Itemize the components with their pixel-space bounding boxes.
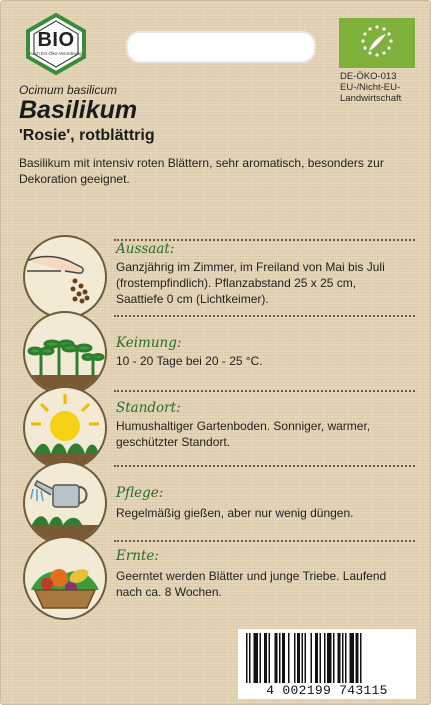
section-text: Ganzjährig im Zimmer, im Freiland von Mai bis Juli (frostempfindlich). Pflanzabstand 25 x 25 cm, Saattiefe 0 cm (Lichtkeimer). [116,260,385,306]
barcode-bar [311,633,313,683]
section-divider [114,390,415,392]
barcode-bar [249,633,251,683]
section-title: Ernte: [116,548,159,564]
section-title: Pflege: [116,485,164,501]
bio-seal-logo [25,13,87,75]
eu-organic-code [340,71,401,104]
section-divider [114,315,415,317]
section-aussaat [15,235,415,319]
barcode-bar [246,633,248,683]
barcode-bar [320,633,322,683]
barcode-number: 4 002199 743115 [266,683,388,698]
barcode-bar [360,633,362,683]
section-pflege [15,461,415,545]
barcode-bar [327,633,332,683]
eu-organic-logo [339,18,415,68]
section-divider [114,465,415,467]
barcode-bar [345,633,347,683]
barcode [238,629,416,699]
sprouts-icon [23,311,107,395]
barcode-bar [333,633,335,683]
bio-logo-text: BIO [37,29,75,51]
bio-logo-subtext: nach EG-Öko-Verordnung [29,51,83,56]
section-text: Geerntet werden Blätter und junge Triebe. Laufend nach ca. 8 Wochen. [116,569,387,599]
section-text: Regelmäßig gießen, aber nur wenig düngen. [116,506,354,520]
barcode-bar [264,633,267,683]
barcode-bar [350,633,355,683]
eu-code-line-1: DE-ÖKO-013 [340,71,397,82]
barcode-bar [338,633,341,683]
barcode-bars [246,633,408,683]
barcode-bar [342,633,344,683]
barcode-bar [315,633,318,683]
barcode-bar [294,633,296,683]
barcode-bar [288,633,290,683]
barcode-bar [302,633,304,683]
barcode-bar [297,633,300,683]
barcode-bar [254,633,259,683]
section-title: Keimung: [116,335,182,351]
sun-icon [23,386,107,470]
section-title: Aussaat: [116,241,175,257]
product-title: Basilikum [19,96,138,124]
variety-name: 'Rosie', rotblättrig [19,127,155,144]
barcode-bar [279,633,281,683]
section-ernte [15,536,415,620]
harvest-basket-icon [23,536,107,620]
latin-name: Ocimum basilicum [19,83,118,97]
section-standort [15,386,415,470]
barcode-bar [260,633,262,683]
watering-can-icon [23,461,107,545]
product-description: Basilikum mit intensiv roten Blättern, sehr aromatisch, besonders zur Dekoration geeignet. [19,156,384,186]
barcode-bar [305,633,307,683]
eu-code-line-2: EU-/Nicht-EU- [340,82,401,93]
barcode-bar [324,633,326,683]
barcode-bar [282,633,285,683]
section-title: Standort: [116,400,181,416]
section-text: 10 - 20 Tage bei 20 - 25 °C. [116,354,263,368]
sowing-hand-icon [23,235,107,319]
barcode-bar [269,633,271,683]
section-text: Humushaltiger Gartenboden. Sonniger, warmer, geschützter Standort. [116,419,371,449]
section-divider [114,540,415,542]
barcode-bar [356,633,359,683]
section-keimung [15,311,415,395]
blank-label-slot [126,31,316,63]
eu-code-line-3: Landwirtschaft [340,93,402,104]
barcode-bar [275,633,278,683]
